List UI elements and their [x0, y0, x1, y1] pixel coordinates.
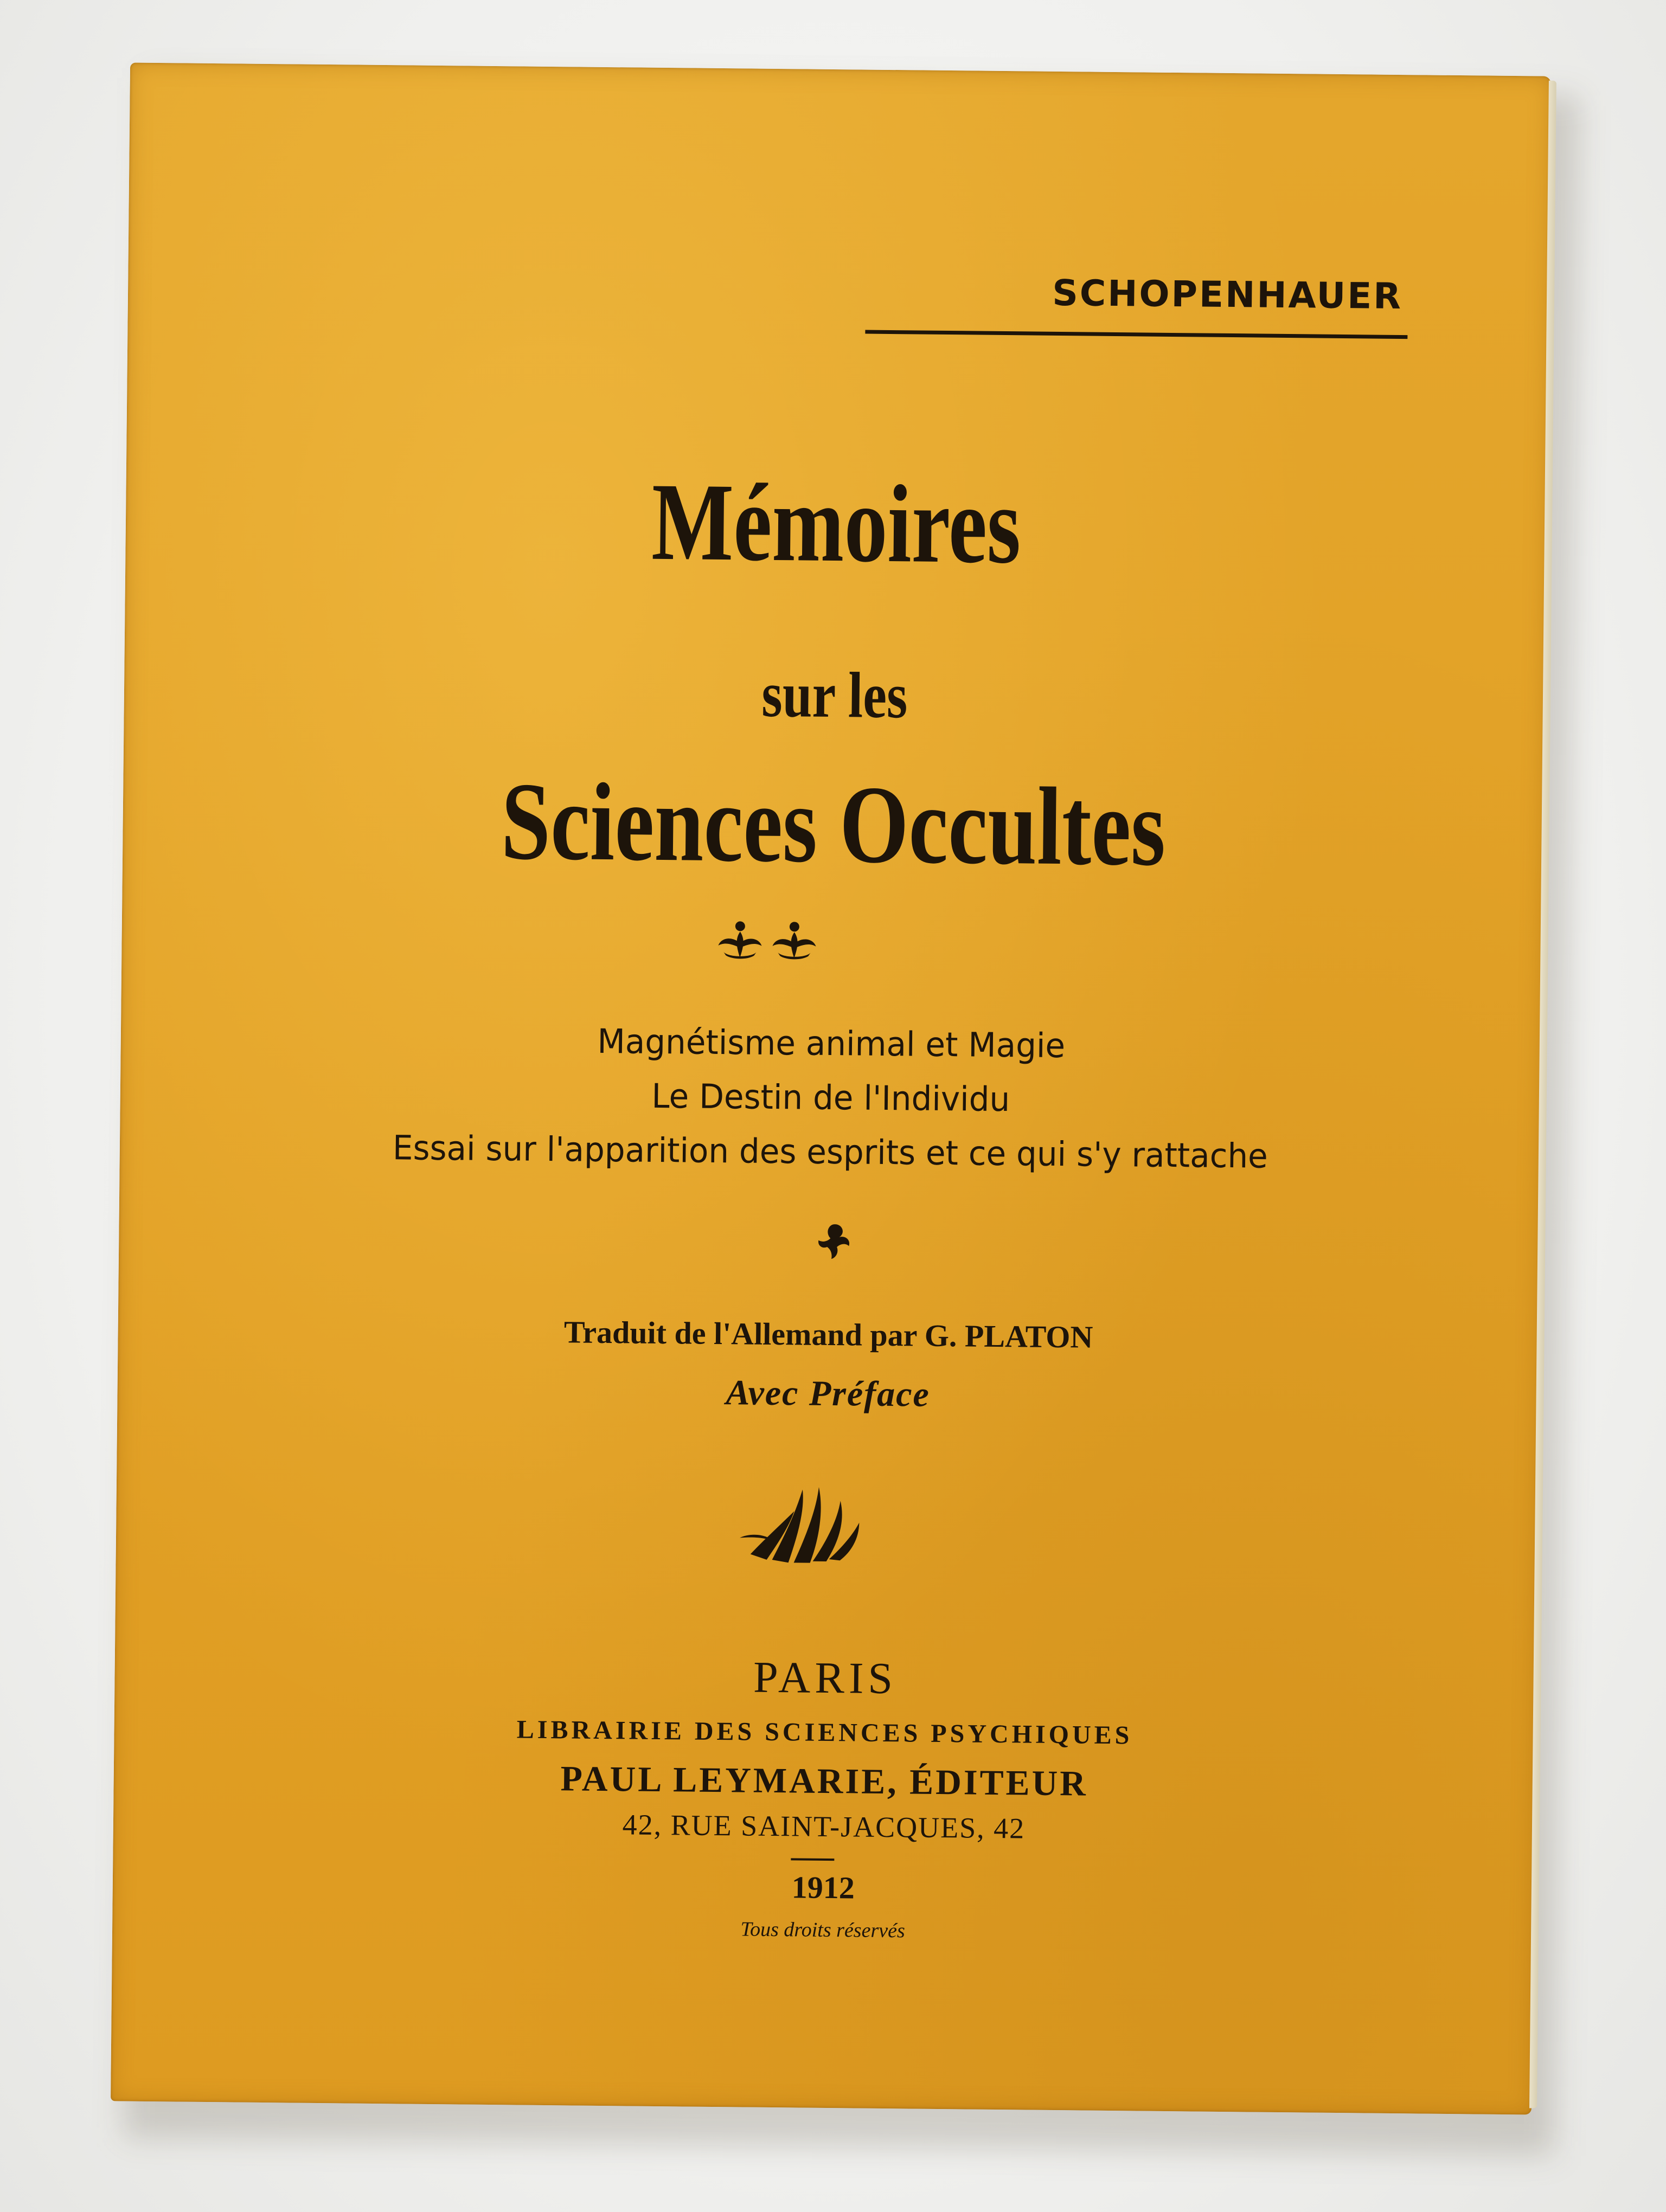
book-cover [111, 63, 1551, 2115]
translator-line: Traduit de l'Allemand par G. PLATON [563, 1314, 1093, 1355]
title-line-3: Sciences Occultes [501, 760, 1167, 889]
shell-fan-icon [729, 1472, 871, 1566]
single-fleuron-icon [808, 1213, 862, 1268]
rights-notice: Tous droits réservés [740, 1918, 905, 1943]
preface-line: Avec Préface [726, 1373, 931, 1414]
title-line-2: sur les [761, 658, 908, 732]
library-name: LIBRAIRIE DES SCIENCES PSYCHIQUES [516, 1715, 1133, 1750]
publisher-name: PAUL LEYMARIE, ÉDITEUR [560, 1759, 1088, 1804]
publication-year: 1912 [791, 1869, 855, 1906]
author-name: SCHOPENHAUER [1052, 272, 1403, 318]
city: PARIS [753, 1652, 898, 1703]
subtitle-line-2: Le Destin de l'Individu [651, 1076, 1010, 1120]
publisher-address: 42, RUE SAINT-JACQUES, 42 [622, 1808, 1026, 1845]
title-line-1: Mémoires [651, 460, 1022, 587]
subtitle-line-1: Magnétisme animal et Magie [597, 1021, 1066, 1066]
subtitle-line-3: Essai sur l'apparition des esprits et ce qui s'y rattache [392, 1128, 1268, 1176]
double-fleuron-icon [713, 914, 822, 969]
year-rule [791, 1858, 834, 1861]
author-underline [865, 330, 1407, 339]
